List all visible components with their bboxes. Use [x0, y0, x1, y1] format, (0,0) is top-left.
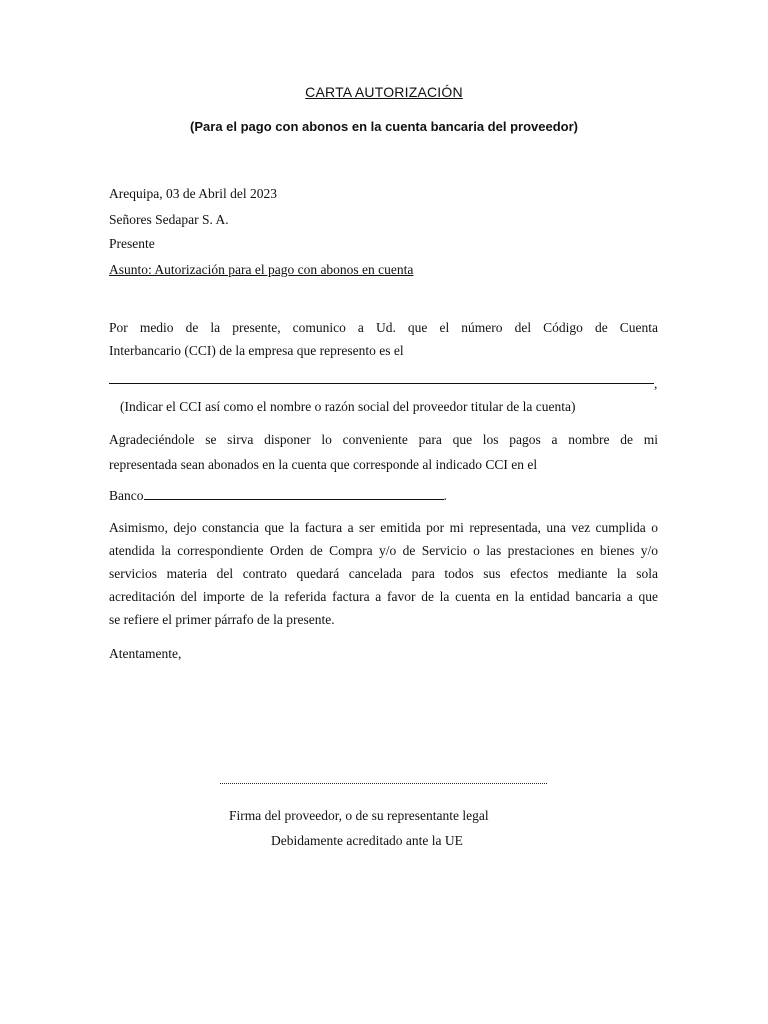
recipient: Señores Sedapar S. A.	[109, 212, 229, 227]
paragraph-thanks-line: representada sean abonados en la cuenta que corresponde al indicado CCI en el	[109, 457, 538, 472]
paragraph-cci-line: Interbancario (CCI) de la empresa que represento es el	[109, 343, 404, 358]
paragraph-cci-line: Por medio de la presente, comunico a Ud. que el número del Código de Cuenta	[109, 320, 658, 335]
signature-line-1: Firma del proveedor, o de su representante legal	[229, 808, 489, 823]
paragraph-invoice-line: se refiere el primer párrafo de la presente.	[109, 612, 335, 627]
bank-field	[109, 484, 447, 507]
document-subtitle: (Para el pago con abonos en la cuenta bancaria del proveedor)	[190, 119, 578, 134]
bank-end: .	[443, 488, 447, 503]
subject-line: Asunto: Autorización para el pago con abonos en cuenta	[109, 262, 414, 277]
paragraph-cci	[109, 316, 658, 362]
paragraph-invoice	[109, 516, 658, 631]
paragraph-thanks-line: Agradeciéndole se sirva disponer lo conveniente para que los pagos a nombre de mi	[109, 432, 658, 447]
paragraph-thanks	[109, 427, 658, 477]
cci-blank-comma: ,	[654, 376, 658, 391]
paragraph-invoice-line: servicios materia del contrato quedará cancelada para todos sus efectos mediante la sola	[109, 566, 658, 581]
paragraph-invoice-line: acreditación del importe de la referida factura a favor de la cuenta en la entidad bancaria a que	[109, 589, 658, 604]
document-title: CARTA AUTORIZACIÓN	[305, 84, 463, 100]
signature-line-2: Debidamente acreditado ante la UE	[271, 833, 463, 848]
place-date: Arequipa, 03 de Abril del 2023	[109, 186, 277, 201]
closing: Atentamente,	[109, 646, 182, 661]
paragraph-invoice-line: Asimismo, dejo constancia que la factura a ser emitida por mi representada, una vez cumplida o	[109, 520, 658, 535]
cci-instruction: (Indicar el CCI así como el nombre o razón social del proveedor titular de la cuenta)	[120, 399, 576, 414]
presente: Presente	[109, 236, 155, 251]
bank-blank-line	[144, 485, 444, 500]
bank-label: Banco	[109, 488, 144, 503]
paragraph-invoice-line: atendida la correspondiente Orden de Compra y/o de Servicio o las prestaciones en bienes y/o	[109, 543, 658, 558]
cci-blank-line	[109, 383, 654, 384]
signature-dotted-line	[220, 783, 547, 784]
